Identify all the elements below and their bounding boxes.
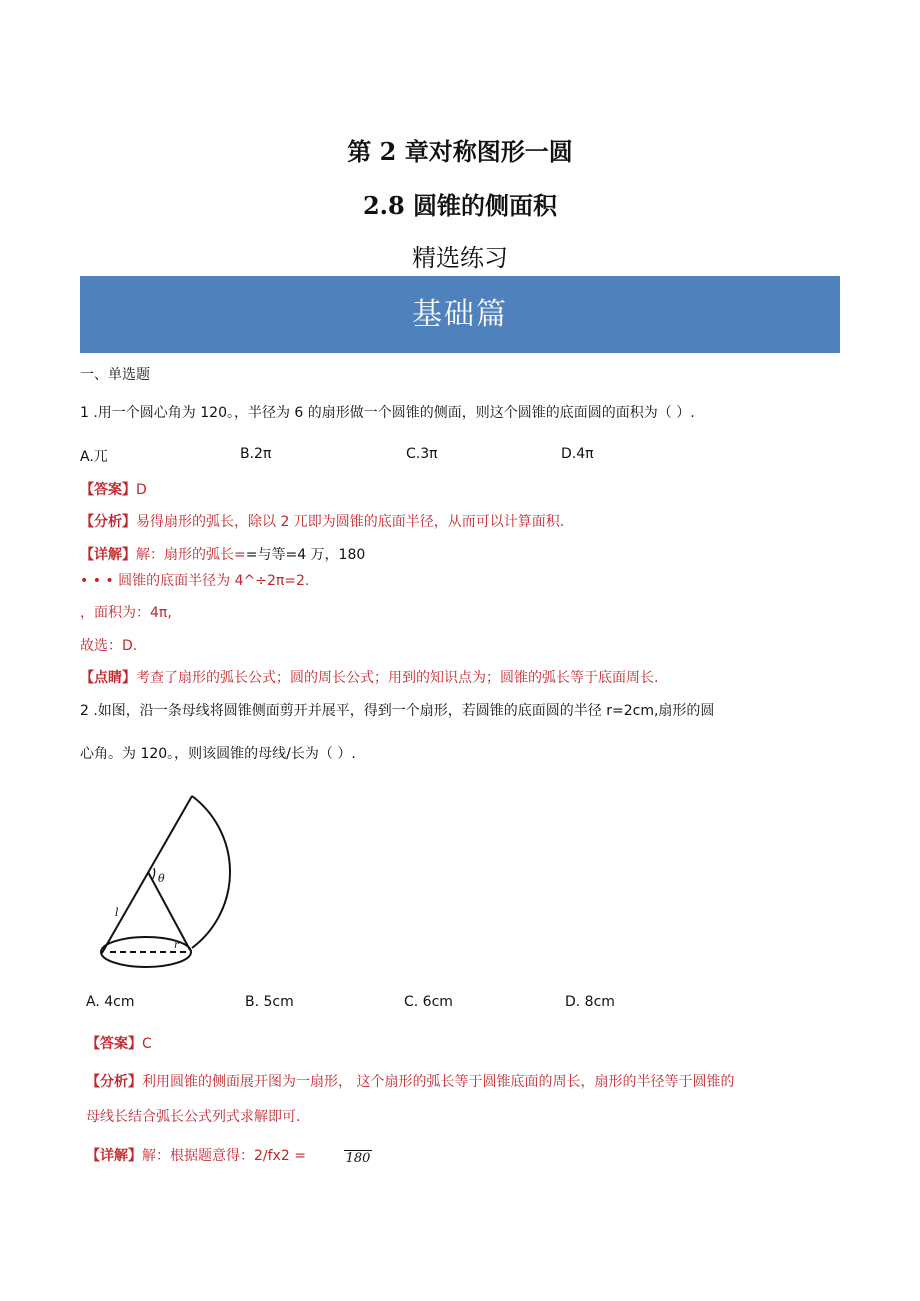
q2-option-c: C. 6cm [404,994,453,1010]
detail-fraction [338,1148,372,1167]
page-subtitle: 精选练习 [412,244,508,272]
analysis-tag: 【分析】 [86,1074,142,1090]
cone-sector-figure [90,790,250,980]
detail-tag: 【详解】 [86,1148,142,1164]
q1-option-c: C.3π [406,446,438,462]
analysis-text: 易得扇形的弧长，除以 2 兀即为圆锥的底面半径，从而可以计算面积. [136,514,565,530]
answer-tag: 【答案】 [86,1036,142,1052]
q2-option-a: A. 4cm [86,994,135,1010]
angle-arc [152,868,155,880]
q1-option-b: B.2π [240,446,272,462]
q2-option-b: B. 5cm [245,994,294,1010]
analysis-tag: 【分析】 [80,514,136,530]
q2-analysis-line-2: 母线长结合弧长公式列式求解即可. [86,1109,301,1125]
q1-analysis [80,511,564,531]
q2-stem-line-1: 2 .如图，沿一条母线将圆锥侧面剪开并展平，得到一个扇形，若圆锥的底面圆的半径 r=2cm,扇形的圆 [80,703,715,719]
sector-arc [192,796,230,948]
answer-value: D [136,482,147,498]
detail-text: 解：根据题意得：2∕fx2 = [142,1148,306,1164]
q2-stem-line-2: 心角。为 120。，则该圆锥的母线/长为（ ）. [80,746,356,762]
detail-rest: =与等=4 万，180 [245,547,366,563]
q1-answer [80,479,147,499]
l-label: l [115,906,119,919]
detail-prefix: 解：扇形的弧长= [136,547,246,563]
answer-tag: 【答案】 [80,482,136,498]
comment-tag: 【点睛】 [80,670,136,686]
detail-tag: 【详解】 [80,547,136,563]
q1-step-3: 故选：D. [80,638,138,654]
r-label: r [174,940,179,951]
banner-label: 基础篇 [412,297,508,332]
comment-text: 考查了扇形的弧长公式；圆的周长公式；用到的知识点为；圆锥的弧长等于底面周长. [136,670,659,686]
q1-step-1: • • • 圆锥的底面半径为 4^÷2π=2. [80,573,310,589]
q1-option-a: A.兀 [80,449,108,465]
q1-detail [80,544,365,564]
analysis-text: 利用圆锥的侧面展开图为一扇形， 这个扇形的弧长等于圆锥底面的周长，扇形的半径等于圆锥的 [142,1074,735,1090]
section-title: 2.8 圆锥的侧面积 [362,191,558,220]
q1-comment [80,667,658,687]
chapter-title: 第 2 章对称图形一圆 [347,137,573,166]
q1-step-2: ，面积为：4π, [80,605,172,621]
q2-analysis-line-1 [86,1071,734,1091]
q1-stem: 1 .用一个圆心角为 120。，半径为 6 的扇形做一个圆锥的侧面，则这个圆锥的底面圆的面积为（ ）. [80,405,695,421]
q2-option-d: D. 8cm [565,994,615,1010]
q2-detail [86,1145,306,1165]
q2-answer [86,1033,152,1053]
answer-value: C [142,1036,152,1052]
part-heading: 一、单选题 [80,367,150,383]
fraction-denominator: 180 [345,1151,371,1166]
level-banner [80,276,840,353]
q1-option-d: D.4π [561,446,594,462]
theta-label: θ [158,872,165,885]
